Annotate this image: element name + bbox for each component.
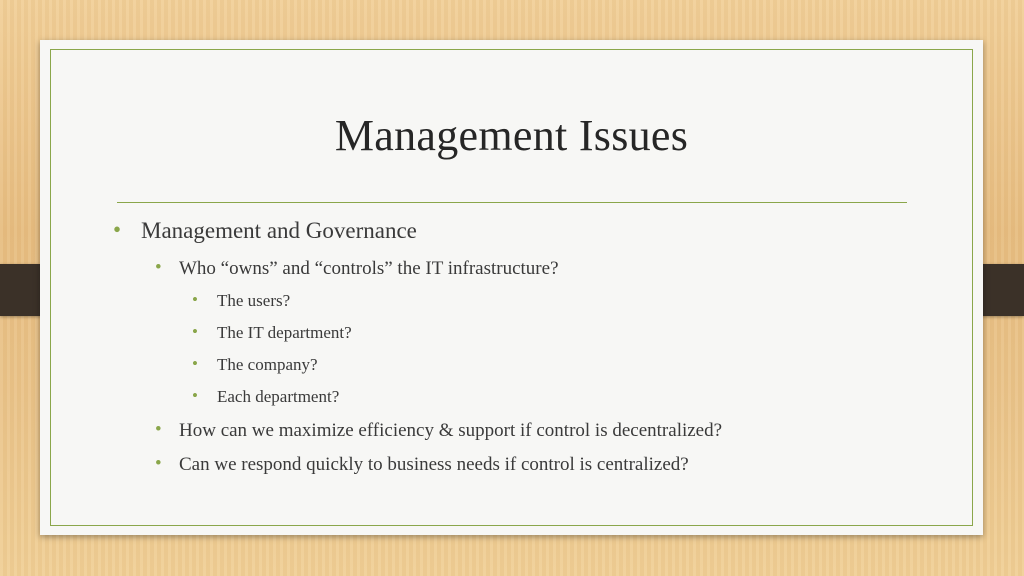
bullet-dot: • <box>155 419 162 440</box>
slide <box>40 40 983 535</box>
slide-title: Management Issues <box>334 111 689 160</box>
bullet-dot: • <box>155 257 162 278</box>
bullet-respond-quickly: Can we respond quickly to business needs if control is centralized? <box>179 454 689 475</box>
bullet-maximize-efficiency: How can we maximize efficiency & support if control is decentralized? <box>179 420 723 441</box>
bullet-dot: • <box>192 290 198 309</box>
bullet-each-department: Each department? <box>217 387 340 406</box>
bullet-who-owns: Who “owns” and “controls” the IT infrastructure? <box>179 258 559 279</box>
bullet-list <box>40 40 983 535</box>
bullet-dot: • <box>155 453 162 474</box>
bullet-dot: • <box>192 386 198 405</box>
bullet-dot: • <box>192 354 198 373</box>
bullet-the-company: The company? <box>217 355 318 374</box>
bullet-management-governance: Management and Governance <box>141 218 417 243</box>
bullet-dot: • <box>192 322 198 341</box>
bullet-dot: • <box>113 217 122 242</box>
bullet-the-users: The users? <box>217 291 291 310</box>
bullet-it-department: The IT department? <box>217 323 352 342</box>
